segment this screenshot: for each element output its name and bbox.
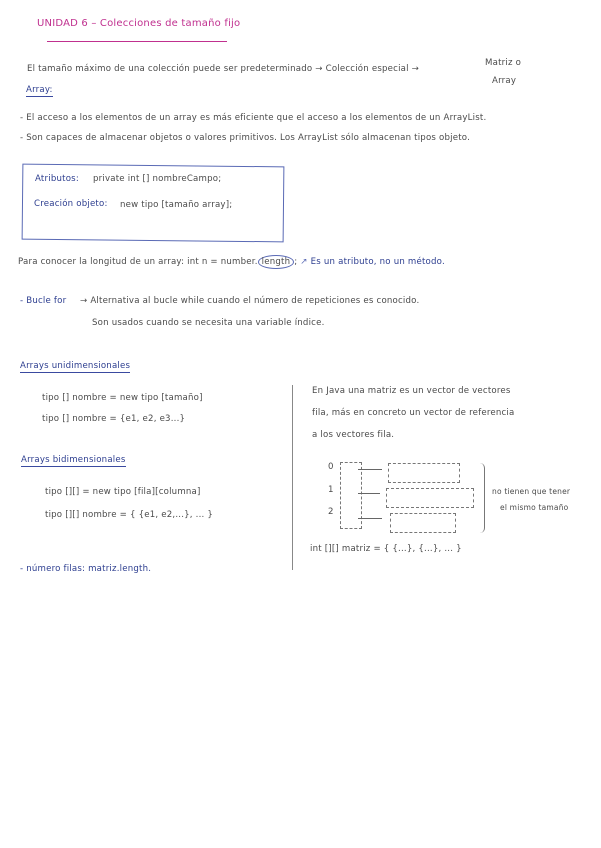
attr-value: private int [] nombreCampo; bbox=[93, 174, 222, 184]
row-vector-2 bbox=[390, 513, 456, 533]
bucle-text: → Alternativa al bucle while cuando el número de repeticiones es conocido. bbox=[80, 296, 420, 306]
right-p3: a los vectores fila. bbox=[312, 430, 395, 440]
arrow-icon: ↗ bbox=[300, 257, 308, 267]
creation-value: new tipo [tamaño array]; bbox=[120, 200, 233, 210]
page-title: UNIDAD 6 – Colecciones de tamaño fijo bbox=[37, 18, 241, 29]
right-p1: En Java una matriz es un vector de vectores bbox=[312, 386, 511, 396]
bucle-text-2: Son usados cuando se necesita una variable índice. bbox=[92, 318, 325, 328]
intro-result-1: Matriz o bbox=[485, 58, 522, 68]
arrow-row-1 bbox=[358, 493, 380, 494]
bullet-2: - Son capaces de almacenar objetos o valores primitivos. Los ArrayList sólo almacenan tipos objeto. bbox=[20, 133, 471, 143]
brace-note-2: el mismo tamaño bbox=[500, 503, 569, 512]
intro-result-2: Array bbox=[492, 76, 517, 86]
bucle-label: - Bucle for bbox=[20, 296, 67, 306]
title-underline bbox=[47, 41, 227, 42]
attr-label: Atributos: bbox=[35, 174, 79, 184]
row-vector-1 bbox=[386, 488, 474, 508]
row-label-0: 0 bbox=[328, 462, 334, 472]
bullet-1: - El acceso a los elementos de un array es más eficiente que el acceso a los elementos de un ArrayList. bbox=[20, 113, 487, 123]
length-row bbox=[18, 257, 445, 267]
row-vector-0 bbox=[388, 463, 460, 483]
uni-line-1: tipo [] nombre = new tipo [tamaño] bbox=[42, 393, 203, 403]
brace-note-1: no tienen que tener bbox=[492, 487, 571, 496]
intro-text: El tamaño máximo de una colección puede ser predeterminado → Colección especial → bbox=[27, 64, 420, 74]
length-note: Es un atributo, no un método. bbox=[310, 257, 445, 267]
bi-line-1: tipo [][] = new tipo [fila][columna] bbox=[45, 487, 201, 497]
row-label-2: 2 bbox=[328, 507, 334, 517]
length-suffix: ; bbox=[294, 257, 298, 267]
brace bbox=[480, 463, 485, 533]
row-label-1: 1 bbox=[328, 485, 334, 495]
arrow-row-0 bbox=[358, 469, 382, 470]
rows-note: - número filas: matriz.length. bbox=[20, 564, 152, 574]
uni-line-2: tipo [] nombre = {e1, e2, e3...} bbox=[42, 414, 186, 424]
bi-line-2: tipo [][] nombre = { {e1, e2,...}, ... } bbox=[45, 510, 214, 520]
array-heading: Array: bbox=[26, 85, 53, 95]
uni-heading: Arrays unidimensionales bbox=[20, 361, 131, 371]
length-word: length bbox=[258, 255, 295, 269]
arrow-row-2 bbox=[358, 518, 382, 519]
column-divider bbox=[292, 385, 293, 570]
right-p2: fila, más en concreto un vector de referencia bbox=[312, 408, 515, 418]
length-text: Para conocer la longitud de un array: int n = number. bbox=[18, 257, 258, 267]
matrix-example: int [][] matriz = { {...}, {...}, ... } bbox=[310, 544, 462, 554]
bi-heading: Arrays bidimensionales bbox=[21, 455, 126, 465]
creation-label: Creación objeto: bbox=[34, 199, 108, 209]
